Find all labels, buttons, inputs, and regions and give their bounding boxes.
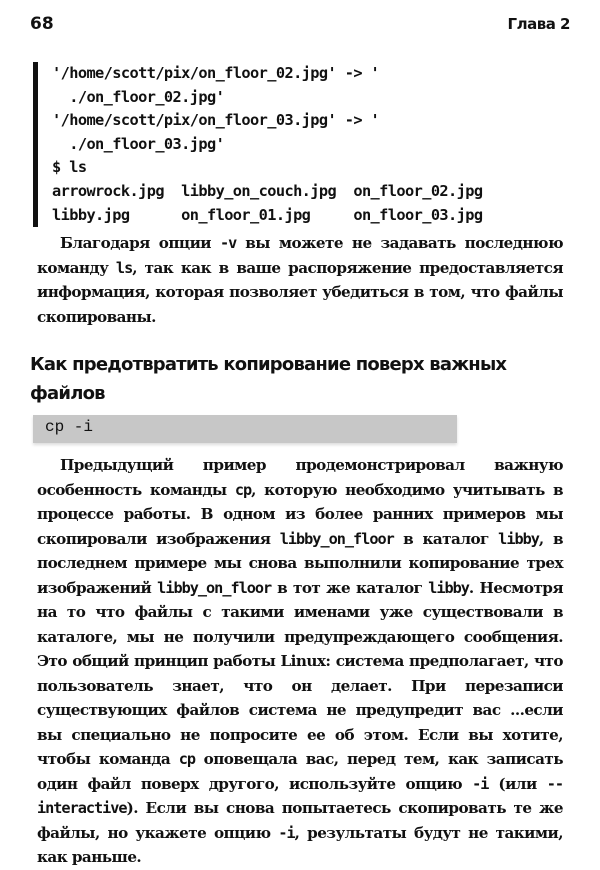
inline-code: libby	[428, 578, 469, 597]
inline-code: --interactive	[37, 774, 563, 817]
command-syntax: cp -i	[45, 418, 94, 436]
paragraph-v-option: Благодаря опции -v вы можете не задавать последнюю команду ls, так как в ваше распоряжение предоставляется информация, которая позволяет убедиться в том, что файлы скопированы.	[37, 234, 563, 326]
code-line: '/home/scott/pix/on_floor_03.jpg' -> '	[52, 111, 380, 130]
command-syntax-box	[33, 415, 457, 443]
code-line: libby.jpg on_floor_01.jpg on_floor_03.jpg	[52, 205, 483, 224]
paragraph-cp-i: Предыдущий пример продемонстрировал важную особенность команды cp, которую необходимо учитывать в процессе работы. В одном из более ранних примеров мы скопировали изображения libby_on_floor в каталог libby, в последнем примере мы снова выполнили копирование трех изображений libby_on_floor в тот же каталог libby. Несмотря на то что файлы с такими именами уже существовали в каталоге, мы не получили предупреждающего сообщения. Это общий принцип работы Linux: система предполагает, что пользователь знает, что он делает. При перезаписи существующих файлов система не предупредит вас ...если вы специально не попросите ее об этом. Если вы хотите, чтобы команда cp оповещала вас, перед тем, как записать один файл поверх другого, используйте опцию -i (или --interactive). Если вы снова попытаетесь скопировать те же файлы, но укажете опцию -i, результаты будут не такими, как раньше.	[37, 456, 563, 866]
inline-code: ls	[115, 258, 133, 277]
chapter-title: Глава 2	[507, 15, 570, 33]
inline-code: libby_on_floor	[157, 578, 272, 597]
inline-code: -i	[278, 823, 295, 842]
inline-code: cp	[178, 750, 196, 768]
code-line: $ ls	[52, 158, 87, 177]
inline-code: libby_on_floor	[279, 529, 394, 548]
code-listing	[33, 62, 592, 227]
code-line: ./on_floor_02.jpg'	[52, 87, 225, 106]
code-line: '/home/scott/pix/on_floor_02.jpg' -> '	[52, 64, 380, 82]
inline-code: -i	[472, 774, 489, 793]
page-number: 68	[30, 14, 54, 34]
section-heading: Как предотвратить копирование поверх важных файлов	[30, 354, 507, 404]
inline-code: libby	[498, 529, 539, 548]
inline-code: cp	[234, 480, 252, 499]
code-line: ./on_floor_03.jpg'	[52, 134, 225, 153]
inline-code: -v	[219, 234, 237, 252]
code-line: arrowrock.jpg libby_on_couch.jpg on_floor_02.jpg	[52, 181, 483, 200]
